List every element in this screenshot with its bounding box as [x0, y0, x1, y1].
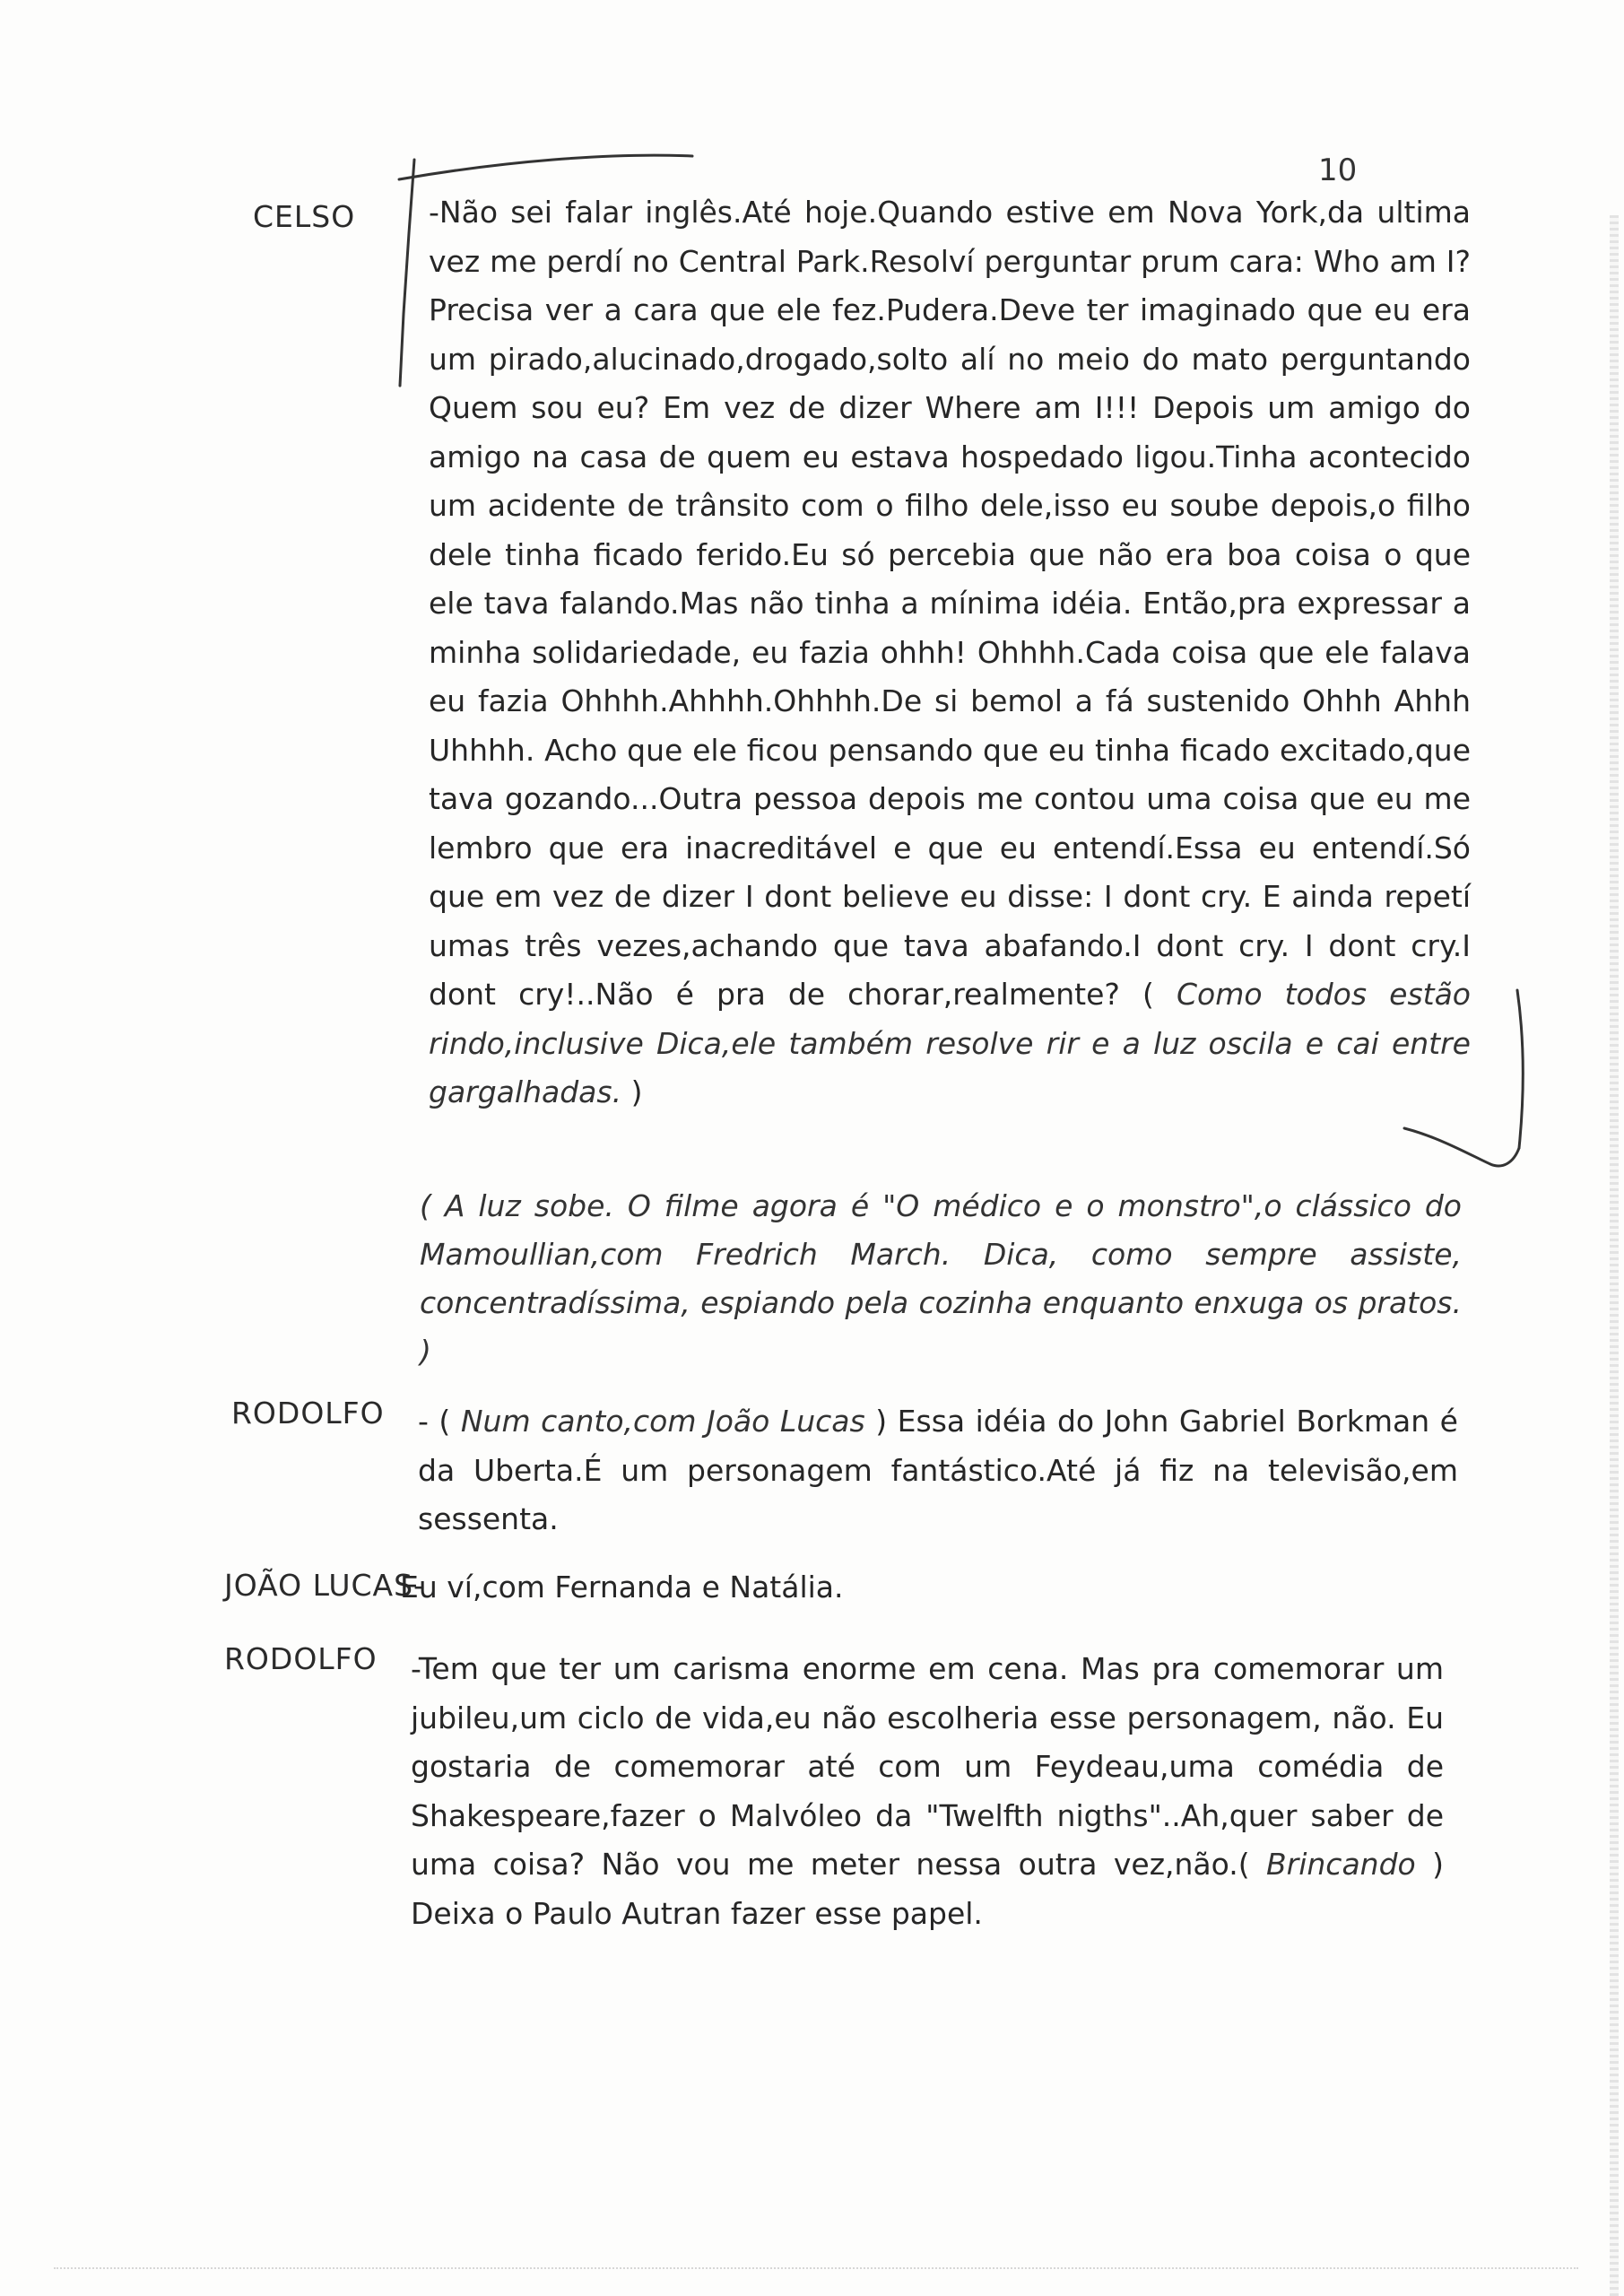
- pen-bracket-curve: [1404, 1128, 1519, 1166]
- speech-rodolfo-2-text: -Tem que ter um carisma enorme em cena. Mas pra comemorar um jubileu,um ciclo de vida,eu não escolheria esse personagem, não. Eu gostaria de comemorar até com um Feydeau,uma comédia de Shakespeare,fazer o Malvóleo da "Twelfth nigths"..Ah,quer saber de uma coisa? Não vou me meter nessa outra vez,não.(: [411, 1651, 1444, 1882]
- speech-rodolfo-1-text: ) Essa idéia do John Gabriel Borkman é da Uberta.É um personagem fantástico.Até já fiz na televisão,em sessenta.: [418, 1404, 1458, 1536]
- scan-artifact: [54, 2267, 1578, 2269]
- speaker-celso: CELSO: [253, 199, 356, 234]
- stage-direction-rodolfo-1: Num canto,com João Lucas: [460, 1404, 865, 1439]
- speech-joao-lucas: Eu ví,com Fernanda e Natália.: [400, 1570, 844, 1605]
- scan-edge: [1610, 215, 1619, 2296]
- speech-rodolfo-1: [418, 1397, 1458, 1544]
- speaker-joao-lucas: JOÃO LUCAS-: [224, 1568, 425, 1603]
- stage-direction-celso: Como todos estão rindo,inclusive Dica,ele também resolve rir e a luz oscila e cai entre gargalhadas.: [429, 977, 1471, 1109]
- speech-rodolfo-2: [411, 1645, 1444, 1938]
- speech-celso-close: ): [630, 1074, 643, 1109]
- pen-bracket-right: [1517, 990, 1523, 1148]
- pen-bracket-left: [400, 160, 414, 386]
- stage-direction-block: ( A luz sobe. O filme agora é "O médico e o monstro",o clássico do Mamoullian,com Fredrich March. Dica, como sempre assiste, concentradíssima, espiando pela cozinha enquanto enxuga os pratos. ): [420, 1188, 1462, 1369]
- speech-rodolfo-1-open: - (: [418, 1404, 451, 1439]
- speaker-rodolfo-2: RODOLFO: [224, 1641, 378, 1676]
- speech-celso: [429, 188, 1471, 1118]
- stage-direction-rodolfo-2: Brincando: [1266, 1847, 1416, 1882]
- pen-bracket-top-line: [399, 155, 692, 179]
- speech-rodolfo-2-tail: ) Deixa o Paulo Autran fazer esse papel.: [411, 1847, 1444, 1931]
- page-number: 10: [1318, 152, 1358, 188]
- speech-celso-text: -Não sei falar inglês.Até hoje.Quando estive em Nova York,da ultima vez me perdí no Central Park.Resolví perguntar prum cara: Who am I? Precisa ver a cara que ele fez.Pudera.Deve ter imaginado que eu era um pirado,alucinado,drogado,solto alí no meio do mato perguntando Quem sou eu? Em vez de dizer Where am I!!! Depois um amigo do amigo na casa de quem eu estava hospedado ligou.Tinha acontecido um acidente de trânsito com o filho dele,isso eu soube depois,o filho dele tinha ficado ferido.Eu só percebia que não era boa coisa o que ele tava falando.Mas não tinha a mínima idéia. Então,pra expressar a minha solidariedade, eu fazia ohhh! Ohhhh.Cada coisa que ele falava eu fazia Ohhhh.Ahhhh.Ohhhh.De si bemol a fá sustenido Ohhh Ahhh Uhhhh. Acho que ele ficou pensando que eu tinha ficado excitado,que tava gozando...Outra pessoa depois me contou uma coisa que eu me lembro que era inacreditável e que eu entendí.Essa eu entendí.Só que em vez de dizer I dont believe eu disse: I dont cry. E ainda repetí umas três vezes,achando que tava abafando.I dont cry. I dont cry.I dont cry!..Não é pra de chorar,realmente? (: [429, 195, 1471, 1012]
- speaker-rodolfo: RODOLFO: [231, 1396, 385, 1431]
